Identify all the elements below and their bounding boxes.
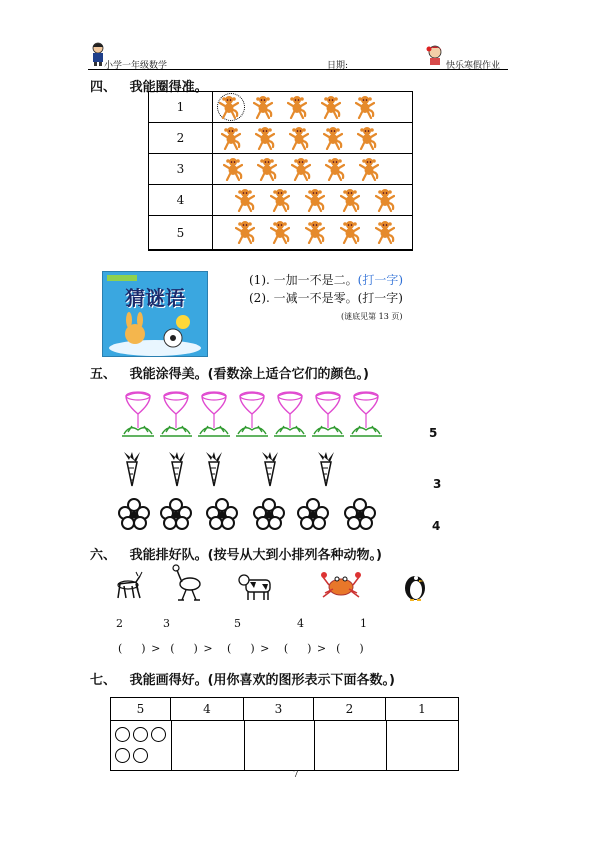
morning-glory-icon[interactable] (348, 390, 384, 442)
circle-shape (133, 748, 148, 763)
header-date-label: 日期: (327, 61, 349, 71)
monkey-icon[interactable] (235, 188, 255, 212)
monkey-icon[interactable] (219, 95, 239, 119)
penguin-icon (402, 570, 428, 606)
animal-number-crab: 4 (297, 617, 304, 630)
cow-icon (238, 570, 278, 606)
monkey-icon[interactable] (270, 188, 290, 212)
monkey-table (148, 91, 413, 251)
circle-shape (115, 748, 130, 763)
monkey-icon[interactable] (270, 220, 290, 244)
header-girl-icon (426, 44, 444, 70)
animal-number-ostrich: 3 (163, 617, 170, 630)
drawing-cell-1[interactable] (387, 721, 458, 770)
petal-flower-icon[interactable] (344, 498, 376, 534)
monkey-icon[interactable] (323, 126, 343, 150)
header-cell-1: 1 (418, 702, 426, 716)
header-cell-2: 2 (314, 698, 386, 720)
morning-glory-icon[interactable] (272, 390, 308, 442)
monkey-icon[interactable] (257, 157, 277, 181)
riddle-2: (2). 一减一不是零。(打一字) (249, 291, 403, 305)
flower-count: 5 (429, 426, 438, 440)
circle-shape (115, 727, 130, 742)
book-badge (107, 275, 137, 281)
riddle-book-cover (102, 271, 208, 357)
monkey-icon[interactable] (357, 126, 377, 150)
riddle-1 (249, 271, 403, 288)
row-label: 5 (149, 216, 213, 249)
monkey-icon[interactable] (287, 95, 307, 119)
header-cell-5: 5 (111, 698, 171, 720)
row-label: 2 (149, 123, 213, 153)
morning-glory-icon[interactable] (158, 390, 194, 442)
book-illustration-icon (103, 308, 207, 356)
monkey-icon[interactable] (321, 95, 341, 119)
carrot-count: 3 (433, 477, 442, 491)
monkey-icon[interactable] (325, 157, 345, 181)
riddle-1-text: (1). 一加一不是二。 (249, 273, 358, 287)
deer-icon (114, 570, 144, 606)
header-cell-3: 3 (244, 698, 314, 720)
monkey-icon[interactable] (355, 95, 375, 119)
drawing-cell-3[interactable] (245, 721, 314, 770)
monkey-icon[interactable] (305, 220, 325, 244)
book-title: 猜谜语 (125, 286, 185, 310)
row-label: 3 (149, 154, 213, 184)
monkey-icon[interactable] (340, 188, 360, 212)
section7-title: 七、 我能画得好。(用你喜欢的图形表示下面各数。) (90, 673, 395, 688)
page-number: 7 (293, 770, 299, 780)
morning-glory-icon[interactable] (120, 390, 156, 442)
monkey-icon[interactable] (375, 188, 395, 212)
carrot-icon[interactable] (314, 450, 338, 492)
drawing-cell-4[interactable] (172, 721, 244, 770)
petal-flower-icon[interactable] (118, 498, 150, 534)
order-blanks[interactable]: ( ) > ( ) > ( ) > ( ) > ( ) (118, 642, 365, 655)
petal-flower-icon[interactable] (206, 498, 238, 534)
row-label: 1 (149, 92, 213, 122)
morning-glory-icon[interactable] (234, 390, 270, 442)
monkey-icon[interactable] (375, 220, 395, 244)
monkey-icon[interactable] (289, 126, 309, 150)
monkey-icon[interactable] (223, 157, 243, 181)
header-subject: 小学一年级数学 (104, 61, 168, 71)
carrot-icon[interactable] (258, 450, 282, 492)
header-cell-4: 4 (171, 698, 244, 720)
morning-glory-icon[interactable] (310, 390, 346, 442)
petal-count: 4 (432, 519, 441, 533)
monkey-icon[interactable] (340, 220, 360, 244)
section4-title: 四、 我能圈得准。 (90, 80, 208, 95)
riddle-answer-note: (谜底见第 13 页) (341, 312, 403, 321)
carrot-icon[interactable] (202, 450, 226, 492)
monkey-icon[interactable] (359, 157, 379, 181)
carrot-icon[interactable] (120, 450, 144, 492)
monkey-icon[interactable] (291, 157, 311, 181)
carrot-icon[interactable] (165, 450, 189, 492)
crab-icon (320, 567, 362, 605)
petal-flower-icon[interactable] (253, 498, 285, 534)
row-label: 4 (149, 185, 213, 215)
circle-shape (133, 727, 148, 742)
circle-shape (151, 727, 166, 742)
morning-glory-icon[interactable] (196, 390, 232, 442)
ostrich-icon (168, 564, 204, 606)
monkey-icon[interactable] (305, 188, 325, 212)
animal-number-deer: 2 (116, 617, 123, 630)
petal-flower-icon[interactable] (297, 498, 329, 534)
header-divider (88, 69, 508, 70)
animal-number-cow: 5 (234, 617, 241, 630)
drawing-cell-5[interactable] (111, 721, 171, 770)
monkey-icon[interactable] (255, 126, 275, 150)
header-homework-title: 快乐寒假作业 (446, 61, 501, 71)
drawing-table (110, 697, 459, 771)
monkey-icon[interactable] (221, 126, 241, 150)
section5-title: 五、 我能涂得美。(看数涂上适合它们的颜色。) (90, 367, 369, 382)
petal-flower-icon[interactable] (160, 498, 192, 534)
section6-title: 六、 我能排好队。(按号从大到小排列各种动物。) (90, 548, 382, 563)
riddle-1-hint: (打一字) (357, 273, 404, 287)
drawing-cell-2[interactable] (315, 721, 386, 770)
monkey-icon[interactable] (235, 220, 255, 244)
monkey-icon[interactable] (253, 95, 273, 119)
animal-number-penguin: 1 (360, 617, 367, 630)
